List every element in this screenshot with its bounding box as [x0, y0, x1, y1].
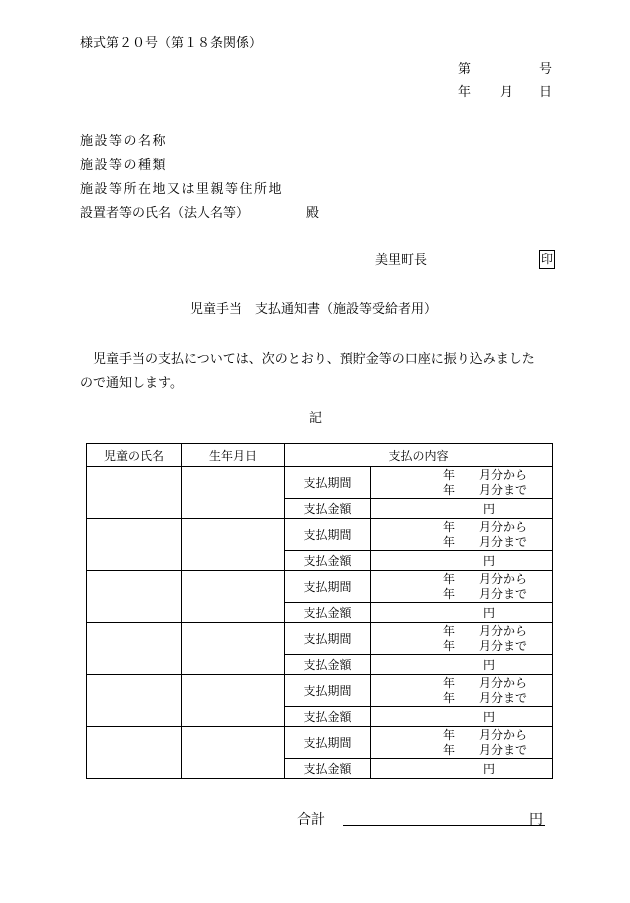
payment-amount-label: 支払金額 [285, 655, 371, 675]
issuer-title: 美里町長 [375, 253, 428, 268]
birthdate-cell [182, 623, 285, 675]
period-start-month: 月分から [479, 519, 528, 534]
period-end-month: 月分まで [479, 690, 528, 705]
payment-period-label: 支払期間 [285, 571, 371, 603]
birthdate-cell [182, 727, 285, 779]
period-start-month: 月分から [479, 467, 528, 482]
payment-period-range [371, 727, 553, 759]
honorific: 殿 [306, 206, 320, 221]
facility-type-label: 施設等の種類 [80, 158, 168, 173]
payment-period-range [371, 675, 553, 707]
period-start-month: 月分から [479, 727, 528, 742]
period-end-month: 月分まで [479, 638, 528, 653]
doc-number-suffix: 号 [539, 62, 553, 77]
birthdate-cell [182, 675, 285, 727]
period-start-month: 月分から [479, 571, 528, 586]
payment-amount-label: 支払金額 [285, 499, 371, 519]
table-row [87, 467, 553, 499]
period-end-year: 年 [443, 638, 456, 653]
total-unit: 円 [529, 812, 543, 828]
payment-amount-cell: 円 [371, 551, 553, 571]
period-end-year: 年 [443, 534, 456, 549]
notice-body-line1: 児童手当の支払については、次のとおり、預貯金等の口座に振り込みました [93, 352, 535, 367]
child-name-cell [87, 675, 182, 727]
ki-label: 記 [309, 411, 323, 426]
period-start-year: 年 [443, 519, 456, 534]
payment-period-range [371, 623, 553, 655]
seal-mark: 印 [539, 250, 555, 269]
child-name-cell [87, 727, 182, 779]
child-name-cell [87, 571, 182, 623]
payment-amount-label: 支払金額 [285, 551, 371, 571]
period-end-year: 年 [443, 742, 456, 757]
header-birthdate: 生年月日 [182, 444, 285, 467]
period-start-year: 年 [443, 571, 456, 586]
payment-period-label: 支払期間 [285, 519, 371, 551]
facility-name-label: 施設等の名称 [80, 134, 168, 149]
payment-period-label: 支払期間 [285, 623, 371, 655]
period-end-month: 月分まで [479, 586, 528, 601]
birthdate-cell [182, 571, 285, 623]
period-end-month: 月分まで [479, 482, 528, 497]
payment-amount-cell: 円 [371, 655, 553, 675]
payment-period-range [371, 519, 553, 551]
payment-period-label: 支払期間 [285, 675, 371, 707]
table-row [87, 571, 553, 603]
period-end-year: 年 [443, 586, 456, 601]
payment-period-label: 支払期間 [285, 727, 371, 759]
form-number: 様式第２０号（第１８条関係） [80, 36, 263, 51]
period-end-month: 月分まで [479, 534, 528, 549]
payment-table [86, 443, 553, 779]
header-payment-content: 支払の内容 [285, 444, 553, 467]
header-child-name: 児童の氏名 [87, 444, 182, 467]
period-start-year: 年 [443, 675, 456, 690]
date-year: 年 [458, 85, 472, 100]
child-name-cell [87, 467, 182, 519]
doc-number-prefix: 第 [458, 62, 472, 77]
payment-period-range [371, 571, 553, 603]
payment-period-label: 支払期間 [285, 467, 371, 499]
period-start-month: 月分から [479, 675, 528, 690]
birthdate-cell [182, 519, 285, 571]
date-day: 日 [539, 85, 553, 100]
payment-amount-label: 支払金額 [285, 759, 371, 779]
birthdate-cell [182, 467, 285, 519]
table-row [87, 675, 553, 707]
payment-amount-label: 支払金額 [285, 707, 371, 727]
total-label: 合計 [297, 812, 325, 828]
child-name-cell [87, 623, 182, 675]
period-end-month: 月分まで [479, 742, 528, 757]
table-row [87, 727, 553, 759]
period-start-year: 年 [443, 623, 456, 638]
payment-amount-label: 支払金額 [285, 603, 371, 623]
date-month: 月 [500, 85, 514, 100]
period-start-year: 年 [443, 467, 456, 482]
payment-period-range [371, 467, 553, 499]
payment-amount-cell: 円 [371, 499, 553, 519]
facility-address-label: 施設等所在地又は里親等住所地 [80, 182, 284, 197]
notice-body-line2: ので通知します。 [80, 376, 183, 391]
child-name-cell [87, 519, 182, 571]
period-start-year: 年 [443, 727, 456, 742]
period-start-month: 月分から [479, 623, 528, 638]
table-header-row [87, 444, 553, 467]
total-amount-line [343, 825, 545, 826]
payment-amount-cell: 円 [371, 759, 553, 779]
table-row [87, 623, 553, 655]
payment-amount-cell: 円 [371, 603, 553, 623]
table-row [87, 519, 553, 551]
notice-title: 児童手当 支払通知書（施設等受給者用） [190, 302, 438, 317]
period-end-year: 年 [443, 482, 456, 497]
period-end-year: 年 [443, 690, 456, 705]
payment-amount-cell: 円 [371, 707, 553, 727]
founder-name-label: 設置者等の氏名（法人名等） [80, 206, 250, 221]
